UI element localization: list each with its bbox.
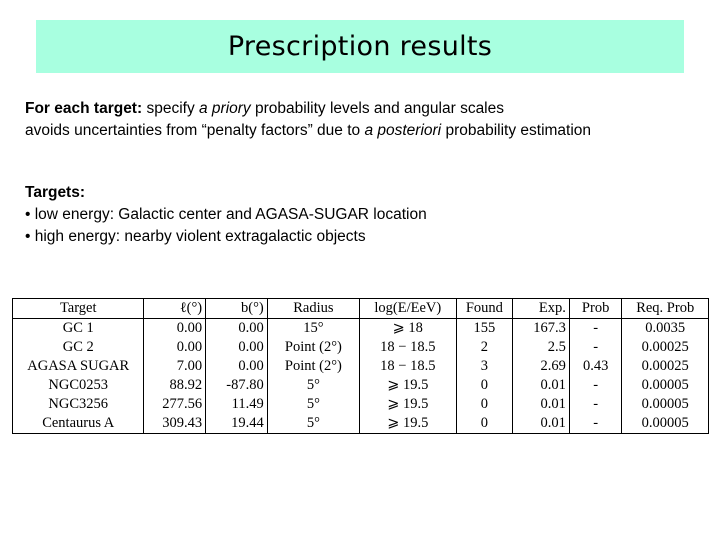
cell-log-energy: 18 − 18.5 [360,338,456,357]
cell-b: 0.00 [206,319,268,339]
table-header-row [13,299,709,319]
cell-exp: 0.01 [513,376,570,395]
cell-l: 0.00 [144,338,206,357]
cell-exp: 2.69 [513,357,570,376]
cell-prob: - [569,338,622,357]
cell-b: 0.00 [206,338,268,357]
table-row [13,414,709,434]
header-b: b(°) [206,299,268,319]
cell-radius: Point (2°) [267,338,359,357]
cell-prob: 0.43 [569,357,622,376]
intro-italic-a-priory: a priory [199,100,251,117]
cell-found: 2 [456,338,513,357]
cell-prob: - [569,395,622,414]
cell-radius: Point (2°) [267,357,359,376]
intro-text-a: specify [142,100,199,117]
table-row [13,395,709,414]
header-log-energy: log(E/EeV) [360,299,456,319]
cell-exp: 0.01 [513,395,570,414]
cell-req-prob: 0.00025 [622,338,709,357]
cell-log-energy: ⩾ 19.5 [360,414,456,434]
intro-paragraph [25,98,591,142]
cell-exp: 167.3 [513,319,570,339]
cell-l: 309.43 [144,414,206,434]
table-row [13,338,709,357]
table-row [13,357,709,376]
cell-req-prob: 0.00005 [622,376,709,395]
cell-b: -87.80 [206,376,268,395]
cell-b: 0.00 [206,357,268,376]
table-body [13,319,709,434]
cell-target: NGC3256 [13,395,144,414]
cell-req-prob: 0.0035 [622,319,709,339]
cell-target: GC 2 [13,338,144,357]
header-target: Target [13,299,144,319]
intro-italic-a-posteriori: a posteriori [364,122,442,139]
cell-log-energy: ⩾ 19.5 [360,395,456,414]
cell-radius: 5° [267,414,359,434]
cell-exp: 2.5 [513,338,570,357]
cell-req-prob: 0.00005 [622,414,709,434]
table-row [13,319,709,339]
cell-found: 0 [456,376,513,395]
cell-found: 0 [456,395,513,414]
targets-heading: Targets: [25,184,86,201]
cell-target: GC 1 [13,319,144,339]
results-table [12,298,709,434]
header-l: ℓ(°) [144,299,206,319]
cell-b: 11.49 [206,395,268,414]
cell-found: 155 [456,319,513,339]
intro-line-1 [25,98,591,120]
cell-target: AGASA SUGAR [13,357,144,376]
slide-title: Prescription results [227,31,493,62]
title-banner [36,20,684,73]
intro-text-d: probability estimation [441,122,592,139]
cell-exp: 0.01 [513,414,570,434]
cell-l: 0.00 [144,319,206,339]
intro-label: For each target: [25,100,143,117]
cell-req-prob: 0.00025 [622,357,709,376]
cell-radius: 5° [267,376,359,395]
header-exp: Exp. [513,299,570,319]
header-req-prob: Req. Prob [622,299,709,319]
cell-prob: - [569,414,622,434]
targets-item-low: • low energy: Galactic center and AGASA-SUGAR location [25,206,427,223]
cell-target: NGC0253 [13,376,144,395]
cell-found: 0 [456,414,513,434]
cell-log-energy: ⩾ 18 [360,319,456,339]
targets-section [25,182,427,248]
cell-radius: 15° [267,319,359,339]
cell-log-energy: ⩾ 19.5 [360,376,456,395]
cell-l: 277.56 [144,395,206,414]
intro-line-2 [25,120,591,142]
table-row [13,376,709,395]
cell-log-energy: 18 − 18.5 [360,357,456,376]
header-found: Found [456,299,513,319]
cell-l: 7.00 [144,357,206,376]
cell-prob: - [569,376,622,395]
header-prob: Prob [569,299,622,319]
cell-req-prob: 0.00005 [622,395,709,414]
cell-b: 19.44 [206,414,268,434]
targets-item-high: • high energy: nearby violent extragalactic objects [25,228,366,245]
cell-prob: - [569,319,622,339]
intro-text-b: probability levels and angular scales [250,100,505,117]
cell-found: 3 [456,357,513,376]
cell-target: Centaurus A [13,414,144,434]
header-radius: Radius [267,299,359,319]
intro-text-c: avoids uncertainties from “penalty factors” due to [25,122,365,139]
cell-l: 88.92 [144,376,206,395]
cell-radius: 5° [267,395,359,414]
